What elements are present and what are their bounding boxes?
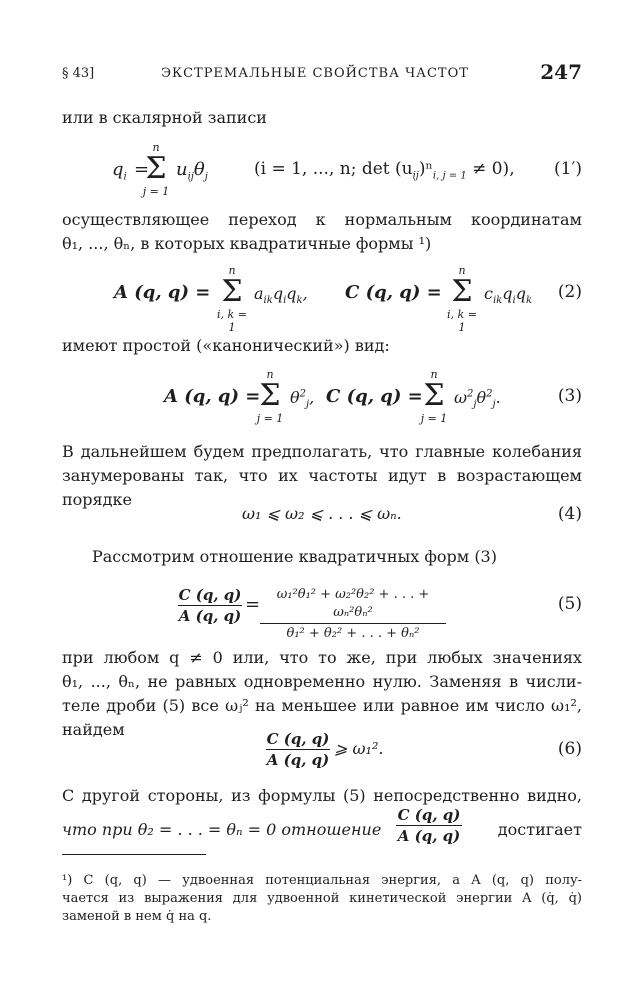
paragraph-1: или в скалярной записи <box>62 108 267 127</box>
fraction-omega-theta: ω₁²θ₁² + ω₂²θ₂² + . . . + ωₙ²θₙ² θ₁² + θ₂² + . . . + θₙ² <box>260 586 446 643</box>
paragraph-4: В дальнейшем будем предполагать, что главные колебания занумерованы так, что их частоты идут в возрастающем порядке <box>62 442 582 509</box>
paragraph-5: Рассмотрим отношение квадратичных форм (3) <box>92 547 497 566</box>
equation-2: A (q, q) = n Σ i, k = 1 $a_{ik}q_iq_k$, C (q, q) = n Σ i, k = 1 $c_{ik}q_iq_k$ (2) <box>114 264 582 334</box>
sum-sign: Σ <box>423 378 445 413</box>
fraction-c-over-a: C (q, q) A (q, q) <box>178 586 242 625</box>
paragraph-3: имеют простой («канонический») вид: <box>62 336 390 355</box>
footnote-rule <box>62 854 206 855</box>
equation-5: C (q, q) A (q, q) = ω₁²θ₁² + ω₂²θ₂² + . . . + ωₙ²θₙ² θ₁² + θ₂² + . . . + θₙ² (5) <box>178 586 582 641</box>
equation-3: A (q, q) = n Σ j = 1 $\theta^2_j$, C (q, q) = n Σ j = 1 $\omega^2_j\theta^2_j$. (3) <box>164 368 582 425</box>
footnote: ¹) C (q, q) — удвоенная потенциальная энергия, а A (q, q) полу- чается из выражения для удвоенной кинетической энергии A (q̇, q̇) заменой в нем q̇ на q. <box>62 873 582 924</box>
fraction-c-over-a: C (q, q) A (q, q) <box>266 730 330 769</box>
section-ref: § 43] <box>62 66 95 81</box>
page-number: 247 <box>540 60 582 84</box>
running-title: ЭКСТРЕМАЛЬНЫЕ СВОЙСТВА ЧАСТОТ <box>161 66 469 81</box>
fraction-c-over-a-inline: C (q, q) A (q, q) <box>397 806 461 845</box>
paragraph-2: осуществляющее переход к нормальным координатам θ₁, ..., θₙ, в которых квадратичные формы ¹) <box>62 210 582 253</box>
equation-4: ω₁ ⩽ ω₂ ⩽ . . . ⩽ ωₙ. (4) <box>242 504 582 524</box>
paragraph-7: С другой стороны, из формулы (5) непосредственно видно, <box>62 786 582 805</box>
sum-sign: Σ <box>221 274 243 309</box>
paragraph-7-line-2: что при θ₂ = . . . = θₙ = 0 отношение C (q, q) A (q, q) достигает <box>62 806 582 845</box>
sum-sign: Σ <box>145 151 167 186</box>
equation-6: C (q, q) A (q, q) ⩾ ω₁². (6) <box>266 730 582 769</box>
equation-1-prime: $q_i$ = n Σ j = 1 $u_{ij}\theta_j$ (i = 1, ..., n; $\det (u_{ij})^n_{i, j = 1} \ne 0$), (1′) <box>112 141 582 198</box>
sum-sign: Σ <box>259 378 281 413</box>
sum-sign: Σ <box>451 274 473 309</box>
paragraph-6: при любом q ≠ 0 или, что то же, при любых значениях θ₁, ..., θₙ, не равных одновременно нулю. Заменяя в числи- теле дроби (5) все ωⱼ² на меньшее или равное им число ω₁², найдем <box>62 648 582 739</box>
